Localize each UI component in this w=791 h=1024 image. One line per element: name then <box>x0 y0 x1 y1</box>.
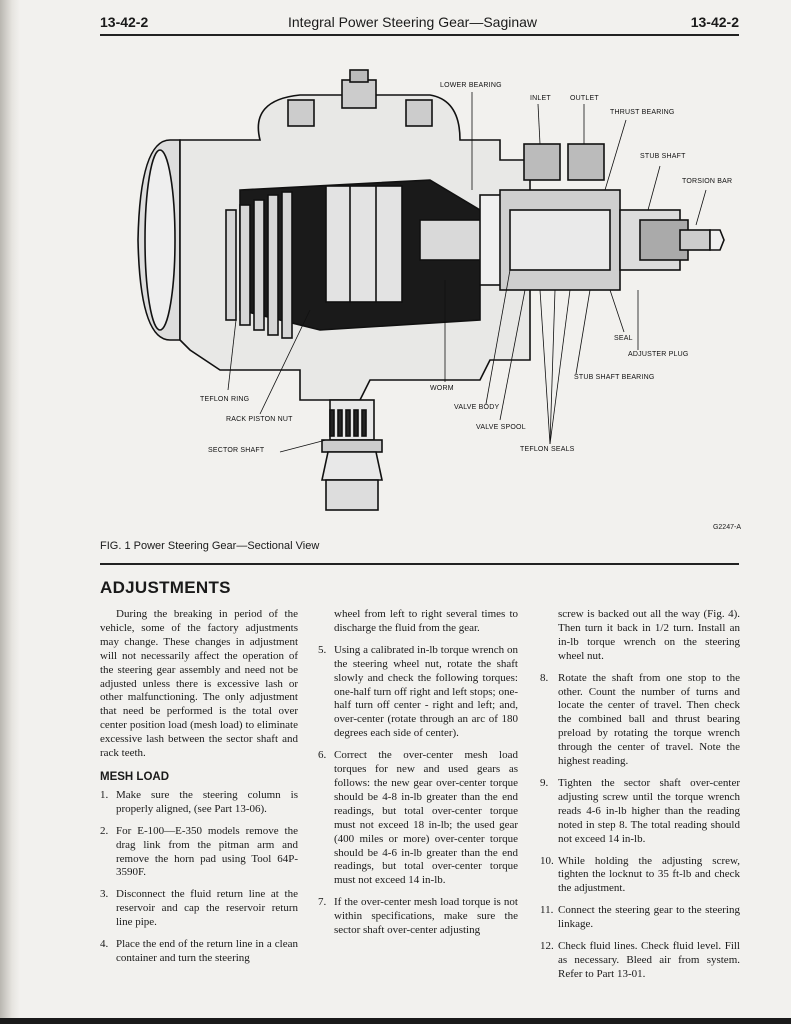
label-adjuster-plug: ADJUSTER PLUG <box>628 351 689 358</box>
section-rule <box>100 563 739 565</box>
label-seal: SEAL <box>614 335 633 342</box>
label-teflon-seals: TEFLON SEALS <box>520 446 575 453</box>
header-rule <box>100 34 739 36</box>
page-bottom-edge <box>0 1018 791 1024</box>
step-item: 8. Rotate the shaft from one stop to the other. Count the number of turns and locate the center of travel. Then check the combined ball and thrust bearing preload by rotating the torque wrench through the center of travel. Note the highest reading. <box>540 671 740 768</box>
label-thrust-bearing: THRUST BEARING <box>610 109 675 116</box>
label-stub-shaft-bearing: STUB SHAFT BEARING <box>574 374 655 381</box>
label-inlet: INLET <box>530 95 551 102</box>
label-stub-shaft: STUB SHAFT <box>640 153 686 160</box>
figure-id: G2247-A <box>712 524 741 531</box>
label-torsion-bar: TORSION BAR <box>682 178 733 185</box>
sectional-view-figure <box>100 60 760 530</box>
page-number-left: 13-42-2 <box>100 14 149 30</box>
running-title: Integral Power Steering Gear—Saginaw <box>288 14 538 30</box>
step-item: 3. Disconnect the fluid return line at the reservoir and cap the reservoir return line pipe. <box>100 888 298 929</box>
step-item: 2. For E-100—E-350 models remove the drag link from the pitman arm and remove the horn pad using Tool 64P-3590F. <box>100 824 298 879</box>
label-valve-body: VALVE BODY <box>454 404 500 411</box>
label-worm: WORM <box>430 385 454 392</box>
step-item: wheel from left to right several times to discharge the fluid from the gear. <box>334 608 518 634</box>
step-item: 7. If the over-center mesh load torque is not within specifications, make sure the sector shaft over-center adjusting <box>318 896 518 937</box>
intro-paragraph: During the breaking in period of the vehicle, some of the factory adjustments may change. These changes in adjustment will not necessarily affect the operation of the steering gear assembly and need not be adjusted unless there is excessive lash or other malfunctioning. The only adjustment that need be performed is the total over center position load (mesh load) to eliminate excessive lash between the sector shaft and rack teeth. <box>100 608 298 760</box>
step-item: 5. Using a calibrated in-lb torque wrench on the steering wheel nut, rotate the shaft slowly and check the following torques: one-half turn off right and left stops; one-half turn off center - right and left; and, over-center (rotate through an arc of 180 degrees each side of center). <box>318 643 518 740</box>
text-column-2 <box>318 608 518 946</box>
text-column-1 <box>100 608 298 974</box>
step-item: 1. Make sure the steering column is properly aligned, (see Part 13-06). <box>100 788 298 815</box>
page-number-right: 13-42-2 <box>690 14 739 30</box>
label-outlet: OUTLET <box>570 95 599 102</box>
step-item: 10. While holding the adjusting screw, tighten the locknut to 35 ft-lb and check the adjustment. <box>540 854 740 895</box>
page-header <box>100 12 739 34</box>
label-lower-bearing: LOWER BEARING <box>440 82 502 89</box>
section-heading: ADJUSTMENTS <box>100 578 231 597</box>
label-teflon-ring: TEFLON RING <box>200 396 250 403</box>
label-valve-spool: VALVE SPOOL <box>476 424 526 431</box>
step-item: 12. Check fluid lines. Check fluid level. Fill as necessary. Bleed air from system. Refer to Part 13-01. <box>540 940 740 980</box>
label-rack-piston-nut: RACK PISTON NUT <box>226 416 293 423</box>
label-sector-shaft: SECTOR SHAFT <box>208 447 265 454</box>
steering-gear-illustration <box>100 60 760 530</box>
step-item: screw is backed out all the way (Fig. 4). Then turn it back in 1/2 turn. Install an in-lb torque wrench on the steering wheel nut. <box>558 608 740 662</box>
step-item: 6. Correct the over-center mesh load torques for new and used gears as follows: the new gear over-center torque should be 4-8 in-lb greater than the end readings, but total over-center torque must not exceed 18 in-lb; the used gear (400 miles or more) over-center torque should be 4-6 in-lb greater than the end readings, but total over-center torque must not exceed 14 in-lb. <box>318 749 518 887</box>
step-item: 11. Connect the steering gear to the steering linkage. <box>540 904 740 931</box>
figure-caption: FIG. 1 Power Steering Gear—Sectional View <box>100 540 320 552</box>
step-item: 9. Tighten the sector shaft over-center adjusting screw until the torque wrench reads 4-6 in-lb higher than the reading noted in step 8. The total reading should not exceed 14 in-lb. <box>540 776 740 845</box>
page-edge-shadow <box>0 0 20 1024</box>
subheading-mesh-load: MESH LOAD <box>100 770 169 783</box>
text-column-3 <box>540 608 740 990</box>
step-item: 4. Place the end of the return line in a clean container and turn the steering <box>100 938 298 964</box>
